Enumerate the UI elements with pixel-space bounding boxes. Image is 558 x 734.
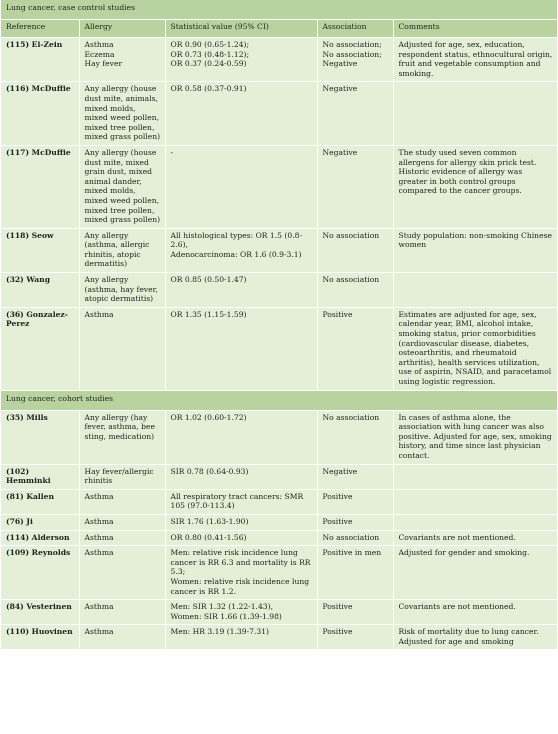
statistical-value-cell: All histological types: OR 1.5 (0.8-2.6), Adenocarcinoma: OR 1.6 (0.9-3.1) xyxy=(165,228,317,272)
statistical-value-cell: SIR 0.78 (0.64-0.93) xyxy=(165,464,317,489)
statistical-value-cell: Men: HR 3.19 (1.39-7.31) xyxy=(165,625,317,650)
statistical-value-cell: OR 0.80 (0.41-1.56) xyxy=(165,530,317,546)
association-cell: No association xyxy=(317,228,393,272)
col-header-statistical-value: Statistical value (95% CI) xyxy=(165,20,317,38)
statistical-value-cell: SIR 1.76 (1.63-1.90) xyxy=(165,514,317,530)
allergy-cell: Any allergy (hay fever, asthma, bee sting, medication) xyxy=(79,410,165,464)
statistical-value-cell: Men: relative risk incidence lung cancer is RR 6.3 and mortality is RR 5.3; Women: relative risk incidence lung cancer is RR 1.2. xyxy=(165,546,317,600)
comments-cell xyxy=(393,489,557,514)
statistical-value-cell: OR 0.90 (0.65-1.24); OR 0.73 (0.48-1.12); OR 0.37 (0.24-0.59) xyxy=(165,38,317,82)
association-cell: Positive xyxy=(317,625,393,650)
comments-cell: Adjusted for gender and smoking. xyxy=(393,546,557,600)
reference-cell: (115) El-Zein xyxy=(1,38,79,82)
allergy-cell: Asthma Eczema Hay fever xyxy=(79,38,165,82)
allergy-cell: Asthma xyxy=(79,489,165,514)
comments-cell: Adjusted for age, sex, education, respondent status, ethnocultural origin, fruit and vegetable consumption and smoking. xyxy=(393,38,557,82)
table-body xyxy=(1,0,557,650)
reference-cell: (81) Kallen xyxy=(1,489,79,514)
table-row xyxy=(1,600,557,625)
table-row xyxy=(1,307,557,390)
allergy-cell: Any allergy (house dust mite, animals, mixed molds, mixed weed pollen, mixed tree pollen, mixed grass pollen) xyxy=(79,82,165,146)
allergy-cell: Any allergy (house dust mite, mixed grain dust, mixed animal dander, mixed molds, mixed weed pollen, mixed tree pollen, mixed grass pollen) xyxy=(79,145,165,228)
association-cell: No association; No association; Negative xyxy=(317,38,393,82)
allergy-cell: Asthma xyxy=(79,307,165,390)
reference-cell: (76) Ji xyxy=(1,514,79,530)
association-cell: Positive in men xyxy=(317,546,393,600)
table-row xyxy=(1,530,557,546)
reference-cell: (118) Seow xyxy=(1,228,79,272)
table-row xyxy=(1,514,557,530)
reference-cell: (102) Hemminki xyxy=(1,464,79,489)
column-header-row xyxy=(1,20,557,38)
allergy-cell: Asthma xyxy=(79,546,165,600)
reference-cell: (36) Gonzalez-Perez xyxy=(1,307,79,390)
comments-cell: The study used seven common allergens for allergy skin prick test. Historic evidence of allergy was greater in both control groups compared to the cancer groups. xyxy=(393,145,557,228)
table-row xyxy=(1,228,557,272)
association-cell: Negative xyxy=(317,464,393,489)
statistical-value-cell: All respiratory tract cancers: SMR 105 (97.0-113.4) xyxy=(165,489,317,514)
section-header-row xyxy=(1,390,557,410)
section-header-row xyxy=(1,0,557,20)
comments-cell: Study population: non-smoking Chinese women xyxy=(393,228,557,272)
table-row xyxy=(1,489,557,514)
association-cell: Positive xyxy=(317,307,393,390)
col-header-allergy: Allergy xyxy=(79,20,165,38)
allergy-cell: Asthma xyxy=(79,600,165,625)
table-row xyxy=(1,145,557,228)
association-cell: Positive xyxy=(317,514,393,530)
reference-cell: (84) Vesterinen xyxy=(1,600,79,625)
comments-cell: Estimates are adjusted for age, sex, calendar year, BMI, alcohol intake, smoking status, prior comorbidities (cardiovascular disease, diabetes, osteoarthritis, and rheumatoid arthritis), health services utilization, use of aspirin, NSAID, and paracetamol using logistic regression. xyxy=(393,307,557,390)
table-row xyxy=(1,273,557,308)
table-row xyxy=(1,546,557,600)
association-cell: No association xyxy=(317,530,393,546)
statistical-value-cell: - xyxy=(165,145,317,228)
association-cell: Positive xyxy=(317,600,393,625)
allergy-cell: Any allergy (asthma, allergic rhinitis, atopic dermatitis) xyxy=(79,228,165,272)
statistical-value-cell: OR 1.35 (1.15-1.59) xyxy=(165,307,317,390)
reference-cell: (114) Alderson xyxy=(1,530,79,546)
comments-cell xyxy=(393,82,557,146)
reference-cell: (109) Reynolds xyxy=(1,546,79,600)
table-row xyxy=(1,82,557,146)
association-cell: No association xyxy=(317,410,393,464)
statistical-value-cell: OR 1.02 (0.60-1.72) xyxy=(165,410,317,464)
association-cell: Negative xyxy=(317,82,393,146)
allergy-cell: Asthma xyxy=(79,625,165,650)
reference-cell: (35) Mills xyxy=(1,410,79,464)
association-cell: No association xyxy=(317,273,393,308)
comments-cell: In cases of asthma alone, the association with lung cancer was also positive. Adjusted for age, sex, smoking history, and time since last physician contact. xyxy=(393,410,557,464)
allergy-cell: Asthma xyxy=(79,514,165,530)
allergy-cell: Any allergy (asthma, hay fever, atopic dermatitis) xyxy=(79,273,165,308)
statistical-value-cell: OR 0.58 (0.37-0.91) xyxy=(165,82,317,146)
section-title: Lung cancer, case control studies xyxy=(1,0,557,20)
comments-cell xyxy=(393,514,557,530)
comments-cell: Covariants are not mentioned. xyxy=(393,530,557,546)
table-row xyxy=(1,625,557,650)
reference-cell: (110) Huovinen xyxy=(1,625,79,650)
comments-cell xyxy=(393,273,557,308)
col-header-reference: Reference xyxy=(1,20,79,38)
association-cell: Negative xyxy=(317,145,393,228)
comments-cell: Risk of mortality due to lung cancer. Adjusted for age and smoking xyxy=(393,625,557,650)
table-row xyxy=(1,38,557,82)
association-cell: Positive xyxy=(317,489,393,514)
allergy-cell: Hay fever/allergic rhinitis xyxy=(79,464,165,489)
col-header-association: Association xyxy=(317,20,393,38)
section-title: Lung cancer, cohort studies xyxy=(1,390,557,410)
statistical-value-cell: OR 0.85 (0.50-1.47) xyxy=(165,273,317,308)
reference-cell: (117) McDuffie xyxy=(1,145,79,228)
allergy-cell: Asthma xyxy=(79,530,165,546)
col-header-comments: Comments xyxy=(393,20,557,38)
reference-cell: (116) McDuffie xyxy=(1,82,79,146)
reference-cell: (32) Wang xyxy=(1,273,79,308)
lung-cancer-studies-table xyxy=(1,0,557,650)
table-row xyxy=(1,464,557,489)
comments-cell xyxy=(393,464,557,489)
table-row xyxy=(1,410,557,464)
statistical-value-cell: Men: SIR 1.32 (1.22-1.43), Women: SIR 1.66 (1.39-1.98) xyxy=(165,600,317,625)
comments-cell: Covariants are not mentioned. xyxy=(393,600,557,625)
